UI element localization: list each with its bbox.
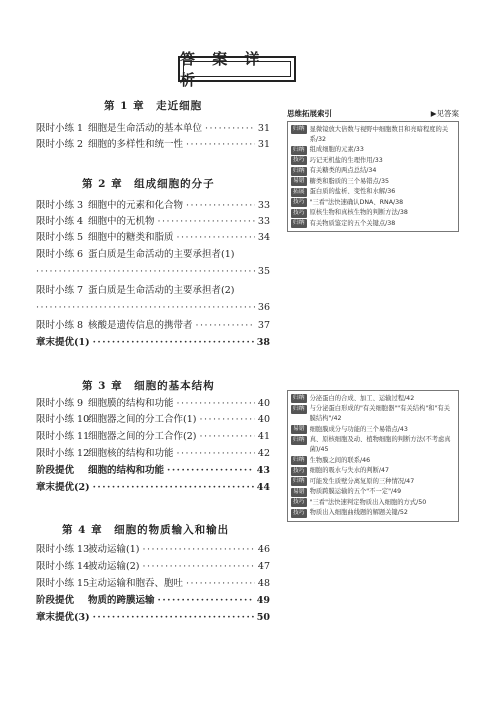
entry-label: 限时小练 10	[36, 414, 90, 425]
item-tag: 技巧	[293, 499, 305, 505]
thinking-index-box-2	[287, 390, 459, 522]
item-text: 物质出入细胞曲线题的解题关键/52	[309, 509, 408, 516]
item-text: 巧记无机盐的生理作用/33	[309, 156, 383, 164]
entry-label: 限时小练 7	[36, 285, 84, 296]
leader-dots	[142, 543, 254, 557]
entry-page: 49	[256, 595, 270, 606]
item-tag: 归纳	[293, 436, 305, 443]
item-text: 物质跨膜运输的五个"不一定"/49	[309, 488, 402, 495]
index-item[interactable]	[291, 466, 455, 476]
index-item[interactable]	[291, 166, 455, 176]
item-tag: 技巧	[293, 209, 305, 216]
entry-text: 细胞器之间的分工合作(1)	[88, 414, 197, 425]
chapter-heading-4: 第 4 章 细胞的物质输入和输出	[62, 524, 230, 536]
entry-page: 35	[257, 266, 270, 277]
entry-page: 33	[257, 216, 270, 227]
entry-label: 限时小练 3	[36, 200, 84, 211]
sidebar-title: 思维拓展索引	[287, 109, 332, 118]
entry-text: 细胞的多样性和统一性	[88, 139, 184, 150]
entry-text: 细胞膜的结构和功能	[88, 398, 174, 409]
entry-page: 44	[256, 482, 270, 493]
entry-label: 限时小练 14	[36, 561, 90, 572]
entry-label: 限时小练 12	[36, 448, 90, 459]
leader-dots	[93, 611, 254, 625]
toc-entry[interactable]	[36, 319, 270, 333]
entry-label: 限时小练 4	[36, 216, 84, 227]
entry-text: 蛋白质是生命活动的主要承担者(2)	[88, 285, 235, 296]
index-item[interactable]	[291, 477, 455, 487]
entry-text: 被动运输(1)	[88, 544, 140, 555]
chapter-heading-2: 第 2 章 组成细胞的分子	[82, 178, 215, 190]
item-text: 有关物质鉴定的五个关键点/38	[309, 219, 396, 227]
toc-entry[interactable]	[36, 122, 270, 136]
toc-entry[interactable]	[36, 231, 270, 245]
entry-label: 限时小练 6	[36, 249, 84, 260]
item-text: 可能发生质壁分离复原的三种情况/47	[309, 477, 415, 485]
toc-entry[interactable]	[36, 481, 270, 495]
index-item[interactable]	[291, 394, 455, 404]
entry-label: 限时小练 5	[36, 232, 84, 243]
title-frame	[178, 50, 296, 89]
index-item[interactable]	[291, 487, 455, 497]
index-item[interactable]	[291, 177, 455, 187]
entry-page: 38	[256, 337, 270, 348]
index-item[interactable]	[291, 125, 455, 145]
entry-text: 主动运输和胞吞、胞吐	[88, 578, 184, 589]
entry-page: 40	[257, 398, 270, 409]
item-tag: 归纳	[293, 220, 305, 226]
item-tag: 归纳	[293, 126, 305, 132]
entry-page: 37	[257, 320, 270, 331]
toc-entry[interactable]	[36, 447, 270, 461]
index-item[interactable]	[291, 198, 455, 208]
toc-entry[interactable]	[36, 543, 270, 557]
item-tag: 归纳	[293, 395, 305, 401]
entry-text: 细胞是生命活动的基本单位	[88, 123, 203, 134]
item-tag: 归纳	[293, 478, 305, 484]
entry-page: 33	[257, 200, 270, 211]
index-item[interactable]	[291, 145, 455, 155]
entry-label: 限时小练 13	[36, 544, 90, 555]
toc-entry[interactable]	[36, 560, 270, 574]
item-text: 蛋白质的盐析、变性和水解/36	[309, 188, 396, 195]
item-text: "三看"法快速判定物质出入细胞的方式/50	[309, 498, 427, 506]
index-item[interactable]	[291, 425, 455, 435]
entry-text: 细胞中的元素和化合物	[88, 200, 184, 211]
leader-dots	[196, 319, 255, 333]
sidebar-header	[287, 108, 459, 119]
leader-dots	[158, 215, 255, 229]
leader-dots	[142, 560, 254, 574]
index-item[interactable]	[291, 404, 455, 424]
chapter-heading-3: 第 3 章 细胞的基本结构	[82, 380, 215, 392]
thinking-index-box-1	[287, 121, 459, 232]
leader-dots	[36, 301, 255, 315]
leader-dots	[177, 447, 255, 461]
entry-label: 限时小练 9	[36, 398, 84, 409]
index-item[interactable]	[291, 435, 455, 455]
entry-text: 细胞的结构和功能	[88, 465, 165, 476]
item-tag: 易错	[293, 178, 305, 184]
entry-label: 章末提优(2)	[36, 482, 90, 493]
entry-text: 细胞器之间的分工合作(2)	[88, 431, 197, 442]
leader-dots	[167, 464, 254, 478]
item-tag: 归纳	[293, 405, 305, 412]
index-item[interactable]	[291, 208, 455, 218]
entry-label: 阶段提优	[36, 595, 75, 606]
item-text: 显微镜放大倍数与视野中细胞数目和亮暗程度的关系/32	[309, 125, 449, 143]
index-item[interactable]	[291, 498, 455, 508]
toc-entry[interactable]	[36, 336, 270, 350]
leader-dots	[177, 397, 255, 411]
see-answer-link[interactable]: ▶见答案	[430, 109, 459, 118]
entry-page: 31	[257, 139, 270, 150]
index-item[interactable]	[291, 156, 455, 166]
entry-page: 41	[257, 431, 270, 442]
leader-dots	[158, 594, 254, 608]
toc-entry[interactable]	[36, 413, 270, 427]
toc-entry[interactable]	[36, 577, 270, 591]
entry-label: 限时小练 1	[36, 123, 84, 134]
entry-page: 50	[256, 612, 270, 623]
item-tag: 技巧	[293, 199, 305, 205]
leader-dots	[186, 577, 255, 591]
index-item[interactable]	[291, 456, 455, 466]
entry-label: 章末提优(3)	[36, 612, 90, 623]
entry-page: 42	[257, 448, 270, 459]
item-text: 组成细胞的元素/33	[309, 146, 364, 153]
item-text: 细胞膜成分与功能的三个易错点/43	[309, 425, 408, 433]
toc-entry[interactable]	[36, 611, 270, 625]
item-text: 有关糖类的两点总结/34	[309, 167, 377, 174]
toc-entry[interactable]	[36, 464, 270, 478]
entry-text: 蛋白质是生命活动的主要承担者(1)	[88, 249, 235, 260]
entry-label: 限时小练 11	[36, 431, 90, 442]
index-item[interactable]	[291, 508, 455, 518]
toc-entry[interactable]	[36, 215, 270, 229]
toc-entry-continued[interactable]	[36, 265, 270, 279]
entry-page: 40	[257, 414, 270, 425]
item-text: 糖类和脂质的三个易错点/35	[309, 177, 390, 185]
leader-dots	[205, 122, 255, 136]
item-text: 生物膜之间的联系/46	[309, 456, 371, 464]
item-tag: 技巧	[293, 467, 305, 474]
item-text: 真、原核细胞及动、植物细胞的判断方法(不考虑真菌)/45	[309, 436, 451, 453]
item-text: "三看"法快速确认DNA、RNA/38	[309, 198, 404, 206]
entry-page: 36	[257, 302, 270, 313]
entry-text: 细胞中的糖类和脂质	[88, 232, 174, 243]
entry-text: 被动运输(2)	[88, 561, 140, 572]
entry-label: 限时小练 15	[36, 578, 90, 589]
item-tag: 技巧	[293, 157, 305, 163]
leader-dots	[199, 413, 254, 427]
item-tag: 归纳	[293, 167, 305, 174]
item-text: 分泌蛋白的合成、加工、运输过程/42	[309, 394, 415, 402]
page-title: 答 案 详 析	[180, 50, 266, 89]
item-text: 与分泌蛋白形成的"有关细胞器""有关结构"和"有关膜结构"/42	[309, 405, 451, 422]
item-tag: 易错	[293, 426, 305, 432]
index-item[interactable]	[291, 219, 455, 229]
toc-entry[interactable]	[36, 199, 270, 213]
entry-page: 43	[256, 465, 270, 476]
toc-entry-continued[interactable]	[36, 301, 270, 315]
item-text: 细胞的吸水与失水的判断/47	[309, 467, 390, 474]
entry-text: 细胞中的无机物	[88, 216, 155, 227]
entry-page: 31	[257, 123, 270, 134]
item-tag: 技巧	[293, 509, 305, 516]
entry-text: 核酸是遗传信息的携带者	[88, 320, 193, 331]
entry-label: 限时小练 8	[36, 320, 84, 331]
chapter-heading-1: 第 1 章 走近细胞	[104, 100, 203, 112]
leader-dots	[186, 138, 255, 152]
entry-label: 阶段提优	[36, 465, 75, 476]
leader-dots	[186, 199, 255, 213]
entry-text: 细胞核的结构和功能	[88, 448, 174, 459]
item-tag: 归纳	[293, 457, 305, 463]
toc-entry[interactable]	[36, 284, 270, 298]
index-item[interactable]	[291, 187, 455, 197]
entry-page: 47	[257, 561, 270, 572]
leader-dots	[36, 265, 255, 279]
entry-page: 48	[257, 578, 270, 589]
entry-page: 46	[257, 544, 270, 555]
leader-dots	[177, 231, 255, 245]
item-tag: 拓展	[293, 188, 305, 195]
item-tag: 归纳	[293, 146, 305, 153]
toc-entry[interactable]	[36, 397, 270, 411]
entry-text: 物质的跨膜运输	[88, 595, 155, 606]
leader-dots	[93, 336, 254, 350]
toc-entry[interactable]	[36, 430, 270, 444]
item-text: 原核生物和真核生物的判断方法/38	[309, 209, 408, 216]
toc-entry[interactable]	[36, 248, 270, 262]
entry-page: 34	[257, 232, 270, 243]
entry-label: 限时小练 2	[36, 139, 84, 150]
toc-entry[interactable]	[36, 594, 270, 608]
toc-entry[interactable]	[36, 138, 270, 152]
entry-label: 章末提优(1)	[36, 337, 90, 348]
leader-dots	[199, 430, 254, 444]
item-tag: 易错	[293, 488, 305, 495]
leader-dots	[93, 481, 254, 495]
